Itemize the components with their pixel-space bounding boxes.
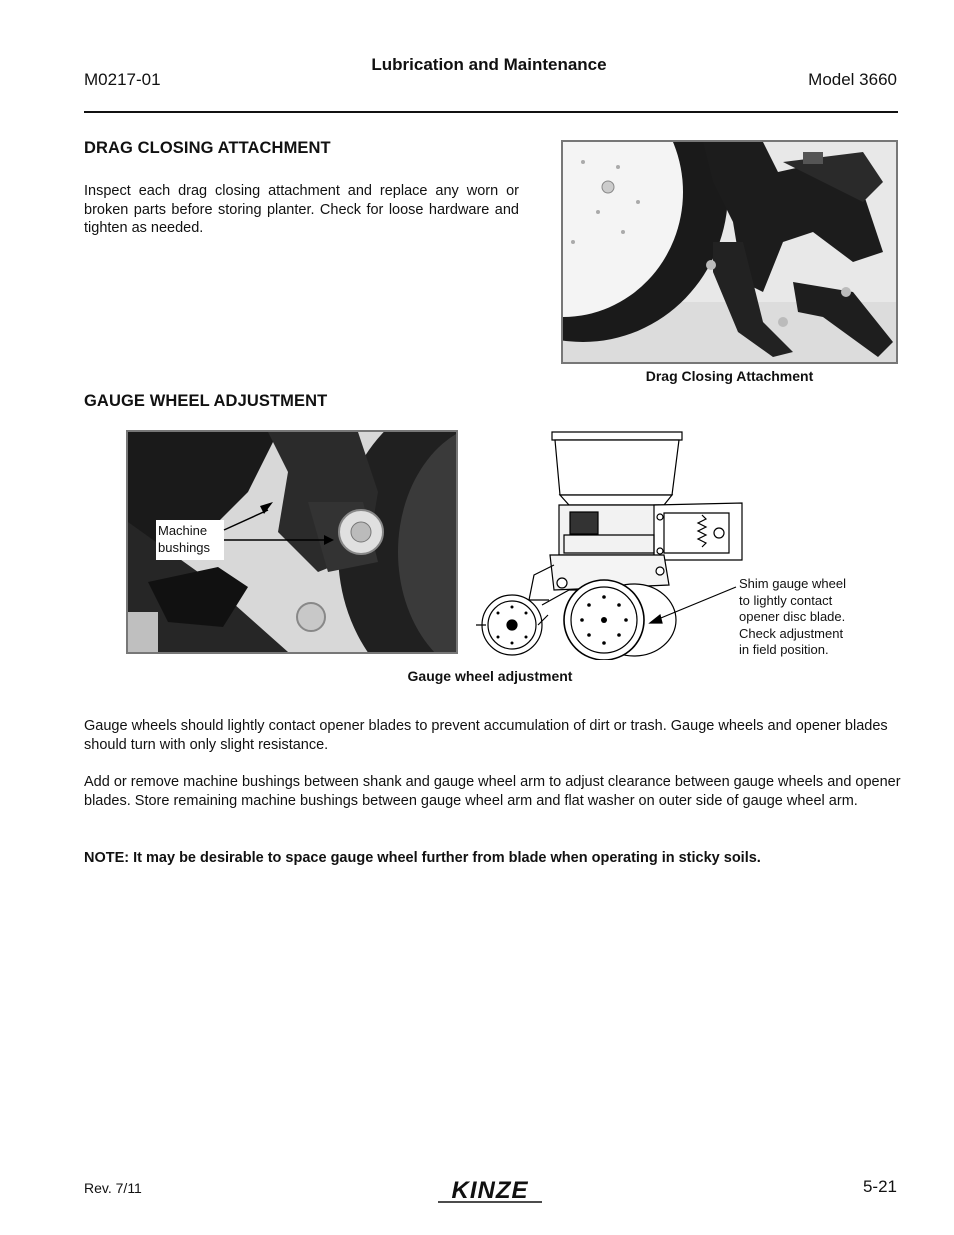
machine-bushings-line2: bushings bbox=[158, 539, 211, 555]
drag-closing-caption: Drag Closing Attachment bbox=[645, 368, 814, 384]
gauge-wheel-caption: Gauge wheel adjustment bbox=[407, 668, 573, 684]
section-title: Lubrication and Maintenance bbox=[371, 55, 607, 74]
drag-closing-paragraph: Inspect each drag closing attachment and replace any worn or broken parts before storing planter. Check for loose hardware and tighten as needed. bbox=[84, 183, 519, 236]
drag-closing-heading: DRAG CLOSING ATTACHMENT bbox=[84, 139, 331, 157]
machine-bushings-line1: Machine bbox=[158, 523, 208, 538]
shim-callout-line5: in field position. bbox=[739, 642, 829, 657]
kinze-logo bbox=[430, 1175, 550, 1205]
model-label: Model 3660 bbox=[808, 70, 897, 89]
sticky-soil-note: NOTE: It may be desirable to space gauge wheel further from blade when operating in sticky soils. bbox=[84, 850, 761, 866]
shim-callout-line2: to lightly contact bbox=[739, 592, 833, 608]
shim-callout-line3: opener disc blade. bbox=[739, 609, 846, 624]
gauge-wheel-heading: GAUGE WHEEL ADJUSTMENT bbox=[84, 392, 328, 410]
svg-text:KINZE: KINZE bbox=[451, 1177, 529, 1204]
gauge-wheel-photo bbox=[126, 430, 458, 654]
gauge-wheel-paragraph-2: Add or remove machine bushings between shank and gauge wheel arm to adjust clearance between gauge wheels and opener blades. Store remaining machine bushings between gauge wheel arm and flat washer on outer side of gauge wheel arm. bbox=[84, 774, 901, 809]
drag-closing-photo bbox=[561, 140, 898, 364]
shim-callout-line4: Check adjustment bbox=[739, 625, 844, 641]
shim-callout-line1: Shim gauge wheel bbox=[739, 576, 846, 591]
page-number: 5-21 bbox=[862, 1177, 897, 1196]
row-unit-diagram bbox=[474, 425, 744, 660]
header-rule bbox=[84, 111, 898, 113]
revision-label: Rev. 7/11 bbox=[84, 1180, 142, 1196]
gauge-wheel-paragraph-1: Gauge wheels should lightly contact opener blades to prevent accumulation of dirt or trash. Gauge wheels and opener blades should turn with only slight resistance. bbox=[84, 718, 888, 753]
document-number: M0217-01 bbox=[84, 70, 161, 89]
shim-callout bbox=[739, 576, 846, 659]
machine-bushings-callout bbox=[158, 523, 210, 556]
